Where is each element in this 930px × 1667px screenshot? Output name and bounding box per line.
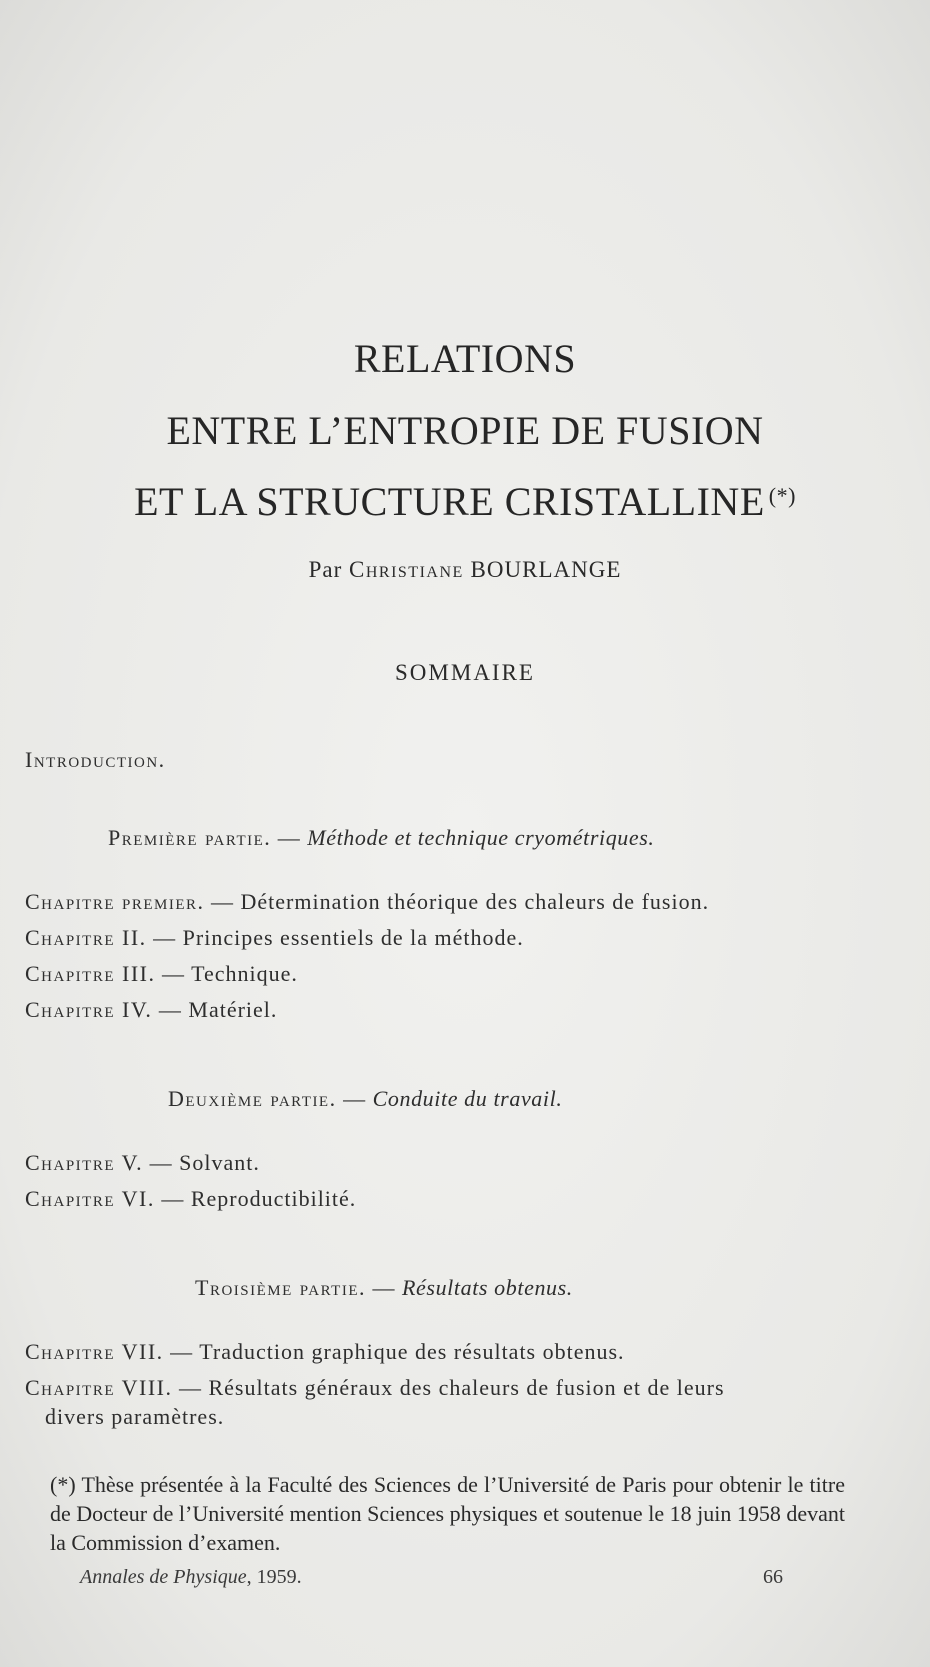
part-dash: — [372, 1275, 396, 1300]
part-title: Méthode et technique cryométriques. [307, 825, 655, 850]
part-dash: — [277, 825, 301, 850]
chapter-label: Chapitre IV. [25, 997, 153, 1022]
author-prefix: Par [308, 557, 343, 582]
introduction-label: Introduction. [25, 747, 166, 772]
page-number: 66 [763, 1566, 783, 1588]
chapter-label: Chapitre V. [25, 1150, 144, 1175]
footnote [50, 1470, 845, 1557]
chapter-text: — Traduction graphique des résultats obtenus. [170, 1339, 625, 1364]
title-line-1 [0, 335, 930, 382]
chapter-continuation: divers paramètres. [45, 1404, 225, 1429]
author-last-name: BOURLANGE [470, 557, 622, 582]
sommaire-heading-text: SOMMAIRE [395, 660, 535, 685]
toc-chapter-1 [25, 889, 709, 915]
part-dash: — [343, 1086, 367, 1111]
part-title: Résultats obtenus. [402, 1275, 573, 1300]
toc-chapter-4 [25, 997, 277, 1023]
footer-page-number [763, 1566, 783, 1589]
footer-citation: Annales de Physique, 1959. [80, 1566, 302, 1588]
toc-chapter-8-continuation [45, 1404, 224, 1430]
toc-chapter-6 [25, 1186, 356, 1212]
part-label: Troisième partie. [195, 1275, 366, 1300]
toc-chapter-8 [25, 1375, 725, 1401]
part-label: Première partie. [108, 825, 272, 850]
chapter-label: Chapitre II. [25, 925, 147, 950]
title-text-3: ET LA STRUCTURE CRISTALLINE [134, 479, 765, 524]
chapter-label: Chapitre premier. [25, 889, 205, 914]
footnote-text: Thèse présentée à la Faculté des Sciences de l’Université de Paris pour obtenir le titre de Docteur de l’Université mention Sciences physiques et soutenue le 18 juin 1958 devant la Commission d’examen. [50, 1472, 845, 1555]
title-footnote-mark: (*) [768, 483, 796, 508]
toc-chapter-7 [25, 1339, 625, 1365]
toc-chapter-2 [25, 925, 524, 951]
title-text-2: ENTRE L’ENTROPIE DE FUSION [166, 408, 764, 453]
chapter-label: Chapitre III. [25, 961, 156, 986]
footer-journal: Annales de Physique [80, 1566, 247, 1588]
chapter-text: — Résultats généraux des chaleurs de fusion et de leurs [178, 1375, 725, 1400]
chapter-text: — Technique. [162, 961, 298, 986]
chapter-text: — Solvant. [149, 1150, 260, 1175]
title-line-3 [0, 478, 930, 525]
sommaire-heading [0, 660, 930, 686]
chapter-label: Chapitre VII. [25, 1339, 164, 1364]
title-line-2 [0, 407, 930, 454]
part-heading-3 [195, 1275, 573, 1301]
toc-introduction [25, 747, 166, 773]
part-heading-2 [168, 1086, 562, 1112]
chapter-label: Chapitre VI. [25, 1186, 155, 1211]
footer-year: 1959. [256, 1566, 302, 1588]
author-first-name: Christiane [349, 557, 464, 582]
toc-chapter-5 [25, 1150, 260, 1176]
title-text-1: RELATIONS [353, 336, 577, 381]
chapter-text: — Détermination théorique des chaleurs de fusion. [211, 889, 710, 914]
part-heading-1 [108, 825, 655, 851]
chapter-text: — Reproductibilité. [161, 1186, 357, 1211]
toc-chapter-3 [25, 961, 298, 987]
chapter-text: — Principes essentiels de la méthode. [153, 925, 524, 950]
author-line [0, 557, 930, 583]
footnote-mark: (*) [50, 1472, 76, 1497]
part-title: Conduite du travail. [372, 1086, 563, 1111]
chapter-label: Chapitre VIII. [25, 1375, 173, 1400]
part-label: Deuxième partie. [168, 1086, 337, 1111]
chapter-text: — Matériel. [158, 997, 278, 1022]
